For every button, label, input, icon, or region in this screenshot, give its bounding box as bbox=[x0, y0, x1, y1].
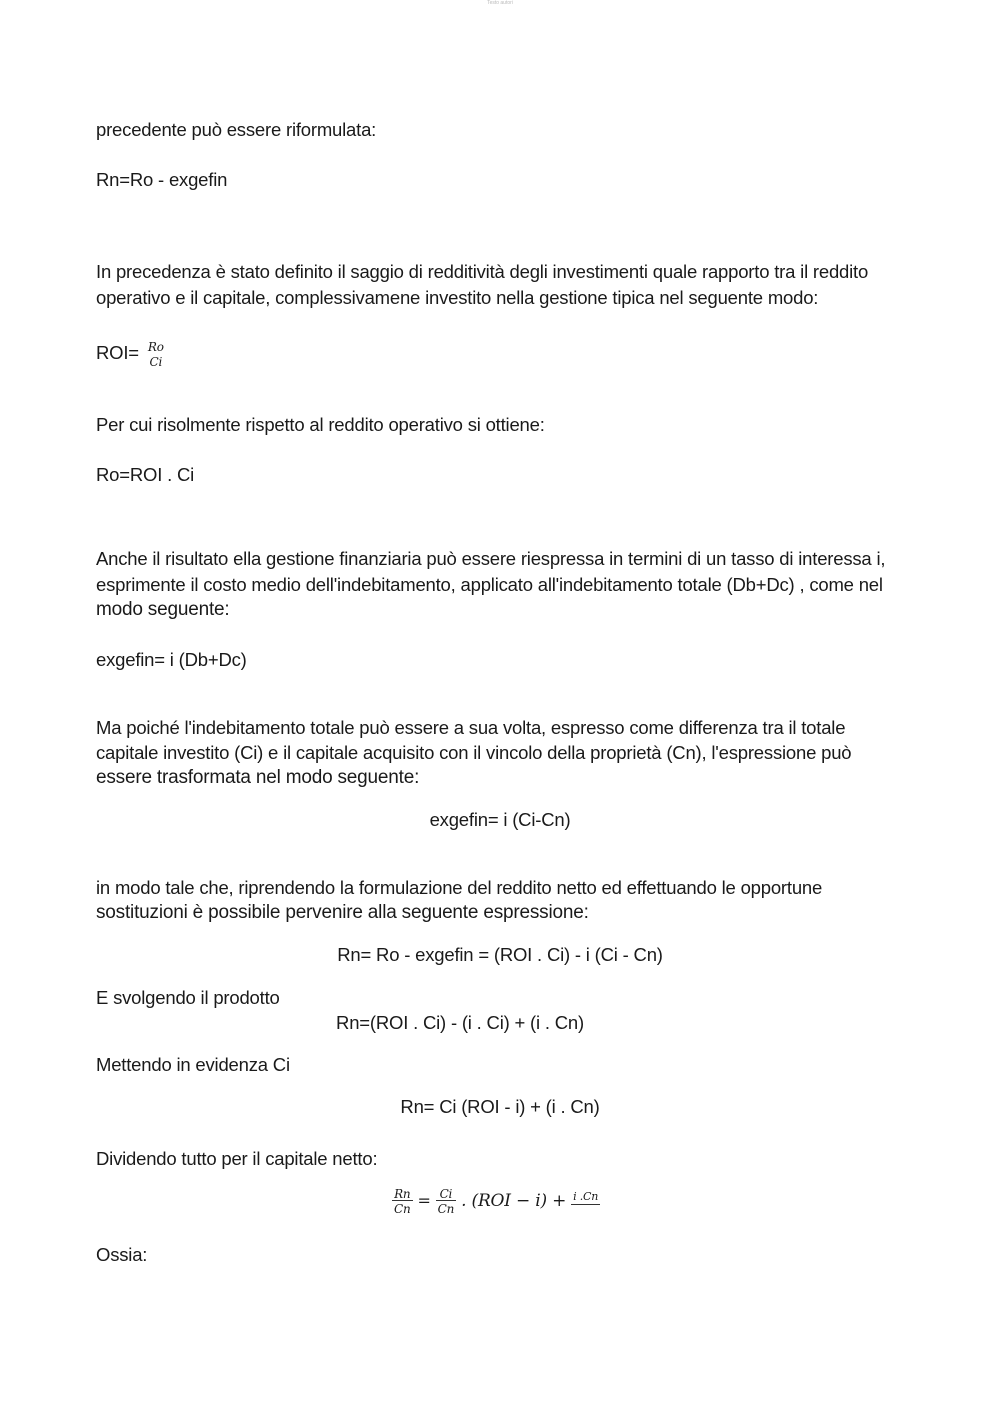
paragraph-indebitamento-line3: essere trasformata nel modo seguente: bbox=[96, 767, 420, 788]
fraction-ci-cn bbox=[436, 1188, 457, 1215]
formula-division bbox=[392, 1187, 692, 1215]
paragraph-ossia: Ossia: bbox=[96, 1244, 148, 1265]
fraction-numerator: Ci bbox=[439, 1186, 453, 1201]
equals-sign: = bbox=[417, 1191, 431, 1210]
formula-ro: Ro=ROI . Ci bbox=[96, 464, 195, 485]
paragraph-roi-line1: In precedenza è stato definito il saggio di redditività degli investimenti quale rapporto tra il reddito bbox=[96, 261, 869, 282]
paragraph-dividendo: Dividendo tutto per il capitale netto: bbox=[96, 1148, 378, 1169]
fraction-denominator: Cn bbox=[394, 1201, 411, 1216]
formula-rn-factored: Rn= Ci (ROI - i) + (i . Cn) bbox=[400, 1096, 600, 1117]
fraction-numerator: Rn bbox=[394, 1186, 411, 1201]
formula-exgefin-1: exgefin= i (Db+Dc) bbox=[96, 649, 247, 670]
formula-roi-prefix: ROI= bbox=[96, 342, 139, 363]
formula-middle: . (ROI − i) + bbox=[461, 1191, 567, 1211]
paragraph-evidenza: Mettendo in evidenza Ci bbox=[96, 1054, 290, 1075]
paragraph-gestione-line1: Anche il risultato ella gestione finanziaria può essere riespressa in termini di un tasso di interessa i, bbox=[96, 548, 886, 569]
formula-rn-product: Rn=(ROI . Ci) - (i . Ci) + (i . Cn) bbox=[336, 1012, 584, 1033]
paragraph-intro: precedente può essere riformulata: bbox=[96, 119, 377, 140]
fraction-numerator: Ro bbox=[147, 339, 164, 354]
paragraph-indebitamento-line2: capitale investito (Ci) e il capitale acquisito con il vincolo della proprietà (Cn), l'espressione può bbox=[96, 742, 852, 763]
paragraph-sostituzioni-line2: sostituzioni è possibile pervenire alla seguente espressione: bbox=[96, 902, 589, 923]
fraction-numerator: i .Cn bbox=[573, 1190, 599, 1203]
formula-roi bbox=[96, 340, 906, 368]
paragraph-prodotto: E svolgendo il prodotto bbox=[96, 987, 280, 1008]
fraction-denominator bbox=[571, 1204, 600, 1206]
formula-rn: Rn=Ro - exgefin bbox=[96, 169, 228, 190]
paragraph-roi-line2: operativo e il capitale, complessivamene investito nella gestione tipica nel seguente modo: bbox=[96, 287, 819, 308]
paragraph-ro: Per cui risolmente rispetto al reddito operativo si ottiene: bbox=[96, 414, 545, 435]
formula-roi-fraction bbox=[146, 341, 166, 368]
fraction-rn-cn bbox=[392, 1188, 413, 1215]
formula-rn-expanded: Rn= Ro - exgefin = (ROI . Ci) - i (Ci - Cn) bbox=[337, 944, 663, 965]
fraction-denominator: Cn bbox=[437, 1201, 455, 1216]
paragraph-gestione-line3: modo seguente: bbox=[96, 599, 230, 620]
paragraph-gestione-line2: esprimente il costo medio dell'indebitamento, applicato all'indebitamento totale (Db+Dc) , come nel bbox=[96, 574, 883, 595]
formula-exgefin-2: exgefin= i (Ci-Cn) bbox=[429, 809, 571, 830]
fraction-icn bbox=[571, 1191, 600, 1206]
header-mark: Testo autori bbox=[487, 0, 513, 6]
paragraph-indebitamento-line1: Ma poiché l'indebitamento totale può essere a sua volta, espresso come differenza tra il totale bbox=[96, 717, 846, 738]
fraction-denominator: Ci bbox=[149, 354, 163, 369]
paragraph-sostituzioni-line1: in modo tale che, riprendendo la formulazione del reddito netto ed effettuando le opportune bbox=[96, 877, 823, 898]
